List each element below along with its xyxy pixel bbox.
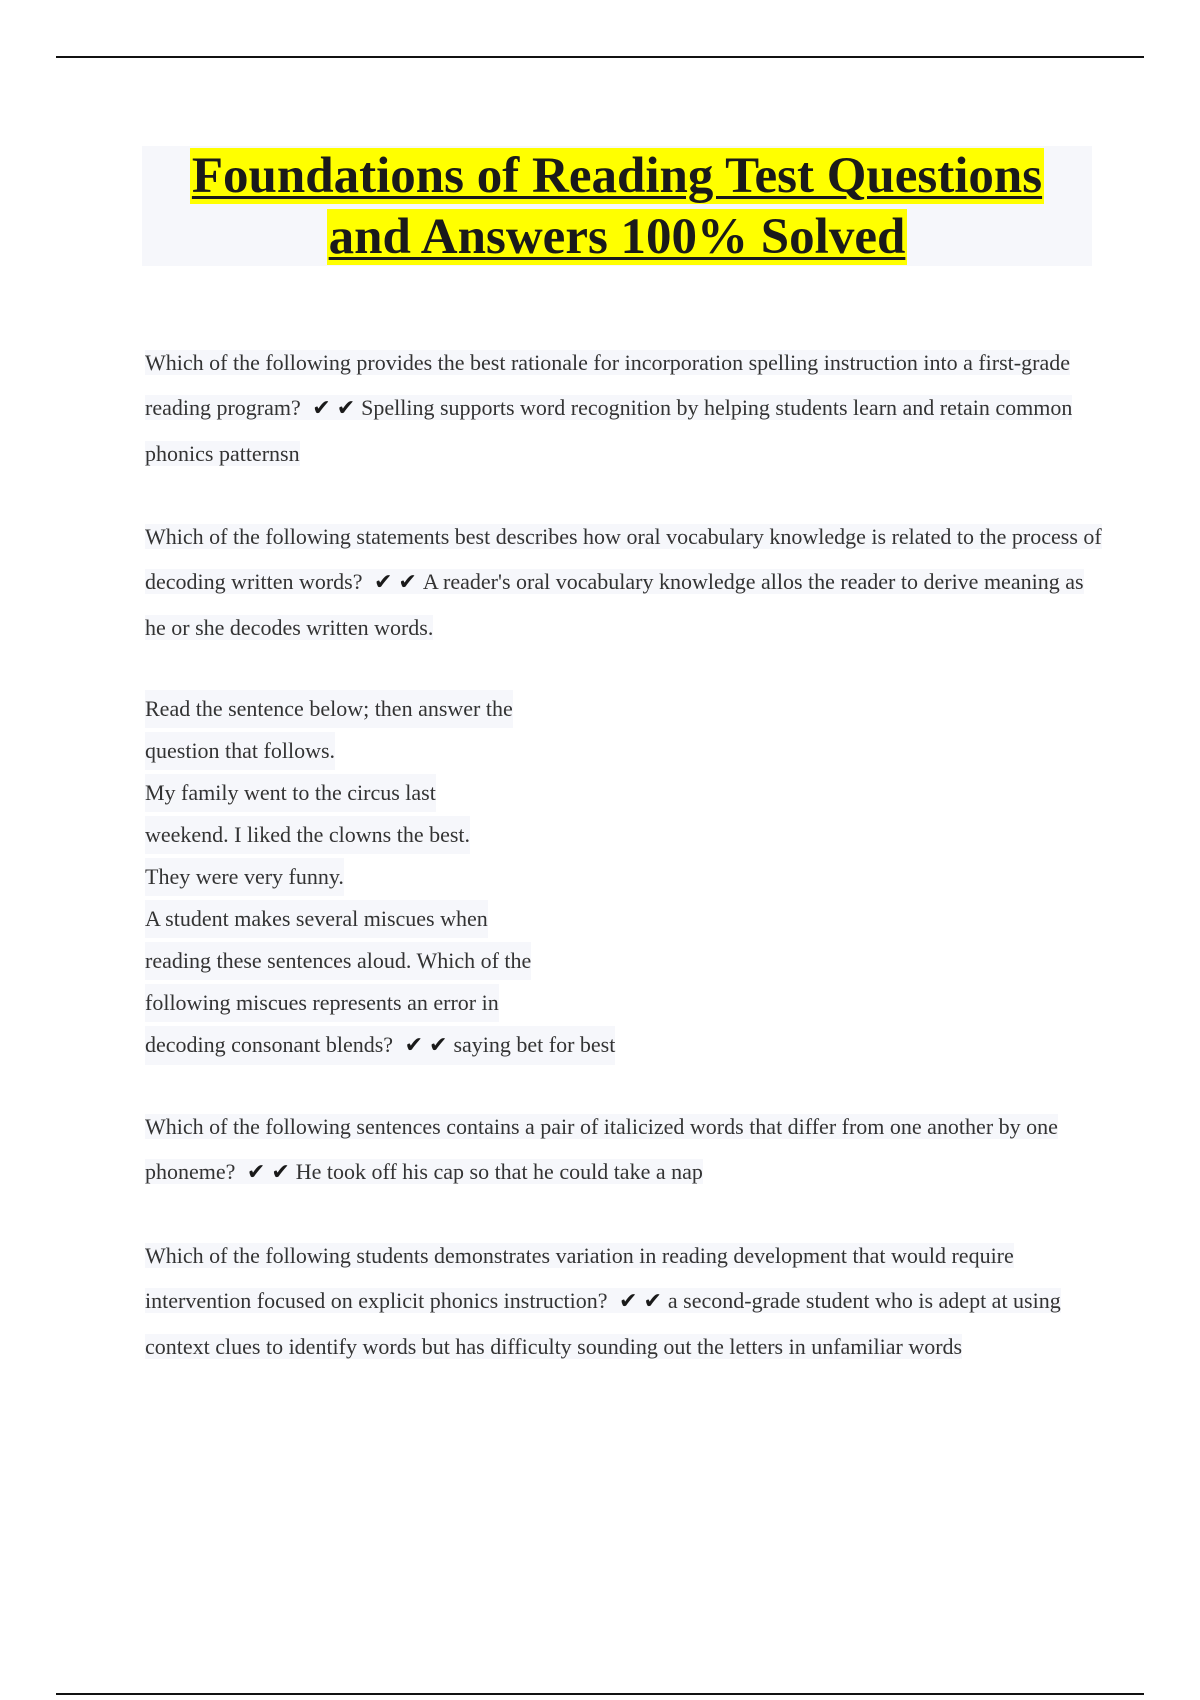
- qa-list: [145, 340, 1105, 1369]
- title-line-1: Foundations of Reading Test Questions: [191, 148, 1043, 204]
- check-mark-icon: ✔✔: [312, 396, 362, 421]
- question-line: Read the sentence below; then answer the: [145, 690, 513, 728]
- question-text: Which of the following sentences contains a pair of italicized words that differ from one another by one phoneme?: [145, 1114, 1058, 1184]
- check-mark-icon: ✔✔: [404, 1033, 454, 1058]
- question-text: Which of the following provides the best rationale for incorporation spelling instruction into a first-grade reading program?: [145, 350, 1070, 420]
- question-line: reading these sentences aloud. Which of the: [145, 942, 531, 980]
- answer-text: Spelling supports word recognition by helping students learn and retain common phonics patternsn: [145, 395, 1073, 466]
- qa-item-4: [145, 1104, 1105, 1195]
- answer-text: He took off his cap so that he could take a nap: [295, 1159, 703, 1184]
- bottom-rule: [56, 1693, 1144, 1695]
- question-line: A student makes several miscues when: [145, 900, 488, 938]
- question-line: decoding consonant blends?: [145, 1032, 394, 1057]
- top-rule: [56, 56, 1144, 58]
- check-mark-icon: ✔✔: [246, 1160, 296, 1185]
- check-mark-icon: ✔✔: [374, 570, 423, 595]
- document-title: [142, 146, 1092, 266]
- question-text: Which of the following students demonstrates variation in reading development that would require intervention focused on explicit phonics instruction?: [145, 1243, 1014, 1313]
- question-line: weekend. I liked the clowns the best.: [145, 816, 470, 854]
- question-line: question that follows.: [145, 732, 335, 770]
- question-text: Which of the following statements best describes how oral vocabulary knowledge is related to the process of decoding written words?: [145, 524, 1102, 594]
- qa-item-1: [145, 340, 1105, 476]
- answer-text: a second-grade student who is adept at using context clues to identify words but has difficulty sounding out the letters in unfamiliar words: [145, 1288, 1061, 1359]
- question-line: following miscues represents an error in: [145, 984, 499, 1022]
- answer-text: A reader's oral vocabulary knowledge allos the reader to derive meaning as he or she decodes written words.: [145, 569, 1084, 640]
- qa-item-3: [145, 688, 1105, 1066]
- question-line: My family went to the circus last: [145, 774, 436, 812]
- check-mark-icon: ✔✔: [619, 1289, 668, 1314]
- qa-item-2: [145, 514, 1105, 650]
- answer-text: saying bet for best: [453, 1032, 616, 1057]
- title-line-2: and Answers 100% Solved: [328, 209, 906, 265]
- qa-item-5: [145, 1233, 1105, 1369]
- question-line: They were very funny.: [145, 858, 344, 896]
